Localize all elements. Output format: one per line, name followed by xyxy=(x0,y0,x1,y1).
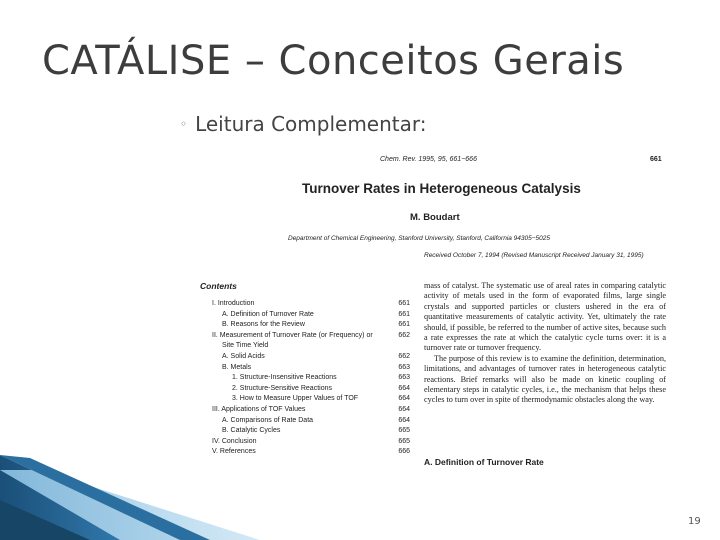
toc-row xyxy=(198,352,410,363)
toc-label: V. References xyxy=(212,448,256,456)
toc-label: 3. How to Measure Upper Values of TOF xyxy=(232,395,359,403)
paper-excerpt xyxy=(198,150,670,470)
toc-page: 661 xyxy=(398,300,410,307)
toc-label: A. Solid Acids xyxy=(222,352,265,360)
toc-label: B. Catalytic Cycles xyxy=(222,427,281,435)
toc-label: 1. Structure-Insensitive Reactions xyxy=(232,374,337,382)
paper-author: M. Boudart xyxy=(410,212,460,223)
table-of-contents xyxy=(198,299,410,458)
slide-title: CATÁLISE – Conceitos Gerais xyxy=(42,38,625,84)
contents-heading: Contents xyxy=(200,281,237,291)
toc-label: IV. Conclusion xyxy=(212,437,257,445)
toc-page: 664 xyxy=(398,416,410,424)
toc-label: II. Measurement of Turnover Rate (or Frequency) or xyxy=(212,331,373,339)
toc-row xyxy=(198,331,410,342)
toc-row xyxy=(198,341,410,352)
toc-label: Site Time Yield xyxy=(222,342,269,350)
section-heading: A. Definition of Turnover Rate xyxy=(424,457,544,467)
toc-label: A. Comparisons of Rate Data xyxy=(222,416,314,424)
paper-affiliation: Department of Chemical Engineering, Stanford University, Stanford, California 94305−5025 xyxy=(288,235,551,242)
toc-row xyxy=(198,320,410,331)
toc-page: 663 xyxy=(398,374,410,382)
toc-row xyxy=(198,437,410,448)
toc-page: 664 xyxy=(398,395,410,403)
slide-page-number: 19 xyxy=(688,516,701,527)
toc-page: 662 xyxy=(398,331,410,339)
toc-page: 663 xyxy=(398,363,410,371)
toc-row xyxy=(198,426,410,437)
toc-page: 665 xyxy=(398,437,410,445)
paper-received: Received October 7, 1994 (Revised Manuscript Received January 31, 1995) xyxy=(424,252,644,259)
toc-label: B. Metals xyxy=(222,363,252,371)
toc-row xyxy=(198,373,410,384)
paragraph: The purpose of this review is to examine the definition, determination, limitations, and advantages of turnover rates in heterogeneous catalytic reactions. Brief remarks will also be made on kinetic coupling of elementary steps in catalytic cycles, i.e., the mechanism that helps these cycles to turn over in spite of thermodynamic obstacles along the way. xyxy=(424,353,666,405)
toc-page: 661 xyxy=(398,310,410,318)
paper-page-number: 661 xyxy=(650,156,662,163)
paper-citation: Chem. Rev. 1995, 95, 661−666 xyxy=(380,156,477,163)
toc-row xyxy=(198,363,410,374)
toc-row xyxy=(198,310,410,321)
toc-page: 661 xyxy=(398,321,410,329)
toc-row xyxy=(198,416,410,427)
toc-label: 2. Structure-Sensitive Reactions xyxy=(232,384,332,392)
toc-label: A. Definition of Turnover Rate xyxy=(222,310,314,318)
toc-page: 662 xyxy=(398,352,410,360)
toc-label: B. Reasons for the Review xyxy=(222,321,305,329)
toc-row xyxy=(198,405,410,416)
toc-page: 665 xyxy=(398,427,410,435)
paper-title: Turnover Rates in Heterogeneous Catalysis xyxy=(302,181,581,196)
bullet-item xyxy=(180,112,427,136)
toc-page: 664 xyxy=(398,405,410,413)
toc-label: I. Introduction xyxy=(212,300,255,307)
toc-page: 666 xyxy=(398,448,410,456)
toc-row xyxy=(198,384,410,395)
toc-label: III. Applications of TOF Values xyxy=(212,405,306,413)
paragraph: mass of catalyst. The systematic use of areal rates in comparing catalytic activity of metals used in the form of evaporated films, large single crystals and supported particles or clusters ushered in the era of quantitative measurements of catalytic activity. Yet, ultimately the rate should, if possible, be referred to the number of active sites, because such a rate expresses the rate at which the catalytic cycle turns over: it is a turnover rate or turnover frequency. xyxy=(424,281,666,353)
toc-row xyxy=(198,447,410,458)
toc-page: 664 xyxy=(398,384,410,392)
toc-row xyxy=(198,394,410,405)
bullet-text: Leitura Complementar: xyxy=(195,112,427,136)
circle-bullet-icon: ◦ xyxy=(180,117,188,131)
paper-body xyxy=(424,281,666,406)
toc-row xyxy=(198,299,410,310)
